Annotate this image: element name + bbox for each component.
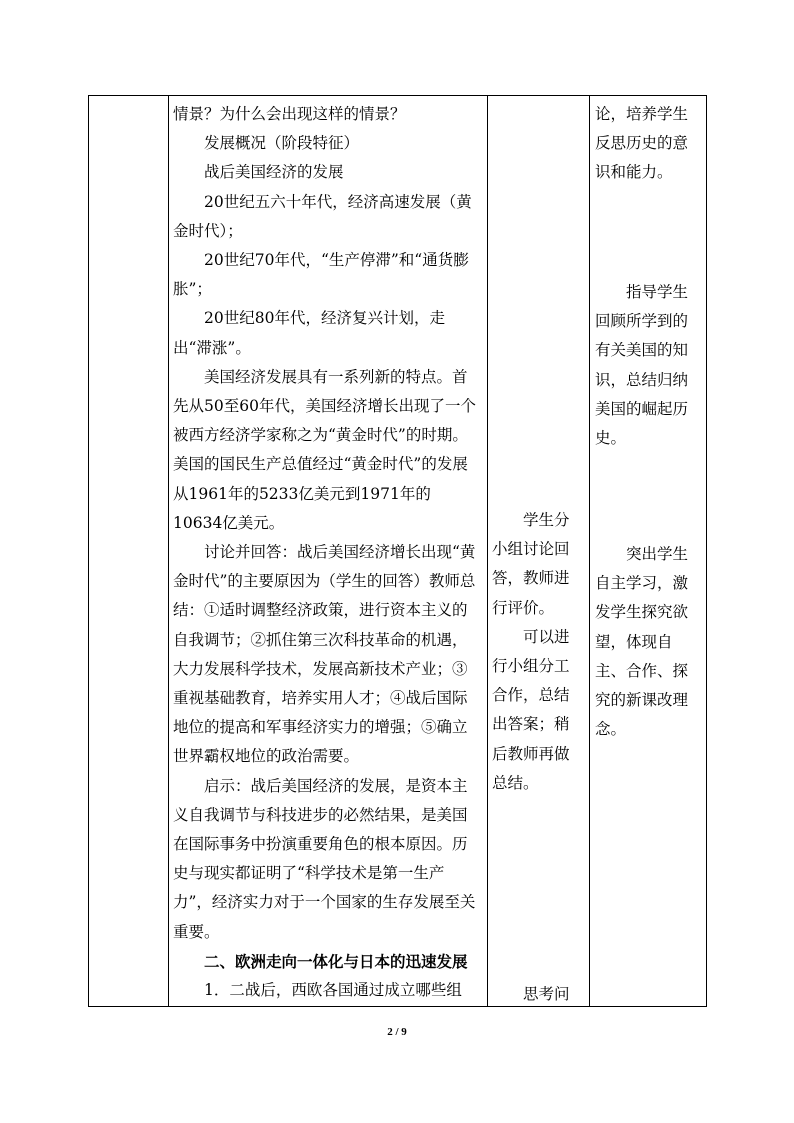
table-right-border [706,95,707,1007]
intent-paragraph: 论，培养学生反思历史的意识和能力。 [595,105,689,182]
intent-paragraph: 突出学生自主学习，激发学生探究欲望，体现自主、合作、探究的新课改理念。 [595,545,689,739]
content-paragraph: 20世纪80年代，经济复兴计划，走出“滞涨”。 [173,309,445,357]
table-col-divider-3 [589,95,590,1007]
student-activity-column [492,506,584,798]
content-paragraph: 1．二战后，西欧各国通过成立哪些组 [204,981,462,1000]
table-left-border [88,95,89,1007]
table-bottom-border [88,1006,707,1007]
design-intent-column [595,100,695,188]
activity-paragraph: 思考问 [523,985,570,1003]
page-number: 2 / 9 [387,1026,407,1038]
content-paragraph: 启示：战后美国经济的发展，是资本主义自我调节与科技进步的必然结果，是美国在国际事务中扮演重要角色的根本原因。历史与现实都证明了“科学技术是第一生产力”，经济实力对于一个国家的生存发展至关重要。 [173,776,476,941]
design-intent-column [595,278,695,453]
activity-paragraph: 学生分小组讨论回答，教师进行评价。 [492,511,570,617]
design-intent-column [595,540,695,744]
intent-paragraph: 指导学生回顾所学到的有关美国的知识，总结归纳美国的崛起历史。 [595,283,689,448]
content-paragraph: 战后美国经济的发展 [204,163,344,182]
content-paragraph: 讨论并回答：战后美国经济增长出现“黄金时代”的主要原因为（学生的回答）教师总结：①适时调整经济政策，进行资本主义的自我调节；②抓住第三次科技革命的机遇，大力发展科学技术，发展高新技术产业；③重视基础教育，培养实用人才；④战后国际地位的提高和军事经济实力的增强；⑤确立世界霸权地位的政治需要。 [173,543,476,766]
table-col-divider-1 [168,95,169,1007]
student-activity-continued [492,980,584,1009]
content-paragraph: 美国经济发展具有一系列新的特点。首先从50至60年代，美国经济增长出现了一个被西方经济学家称之为“黄金时代”的时期。美国的国民生产总值经过“黄金时代”的发展从1961年的5233亿美元到1971年的10634亿美元。 [173,367,476,532]
section-heading: 二、欧洲走向一体化与日本的迅速发展 [204,951,468,971]
content-paragraph: 发展概况（阶段特征） [204,134,360,153]
table-col-divider-2 [487,95,488,1007]
content-paragraph: 20世纪70年代，“生产停滞”和“通货膨胀”； [173,251,469,299]
activity-paragraph: 可以进行小组分工合作，总结出答案；稍后教师再做总结。 [492,627,570,792]
teaching-content-column [173,96,479,1005]
content-paragraph: 情景？为什么会出现这样的情景？ [173,105,406,123]
content-paragraph: 20世纪五六十年代，经济高速发展（黄金时代）； [173,192,472,240]
